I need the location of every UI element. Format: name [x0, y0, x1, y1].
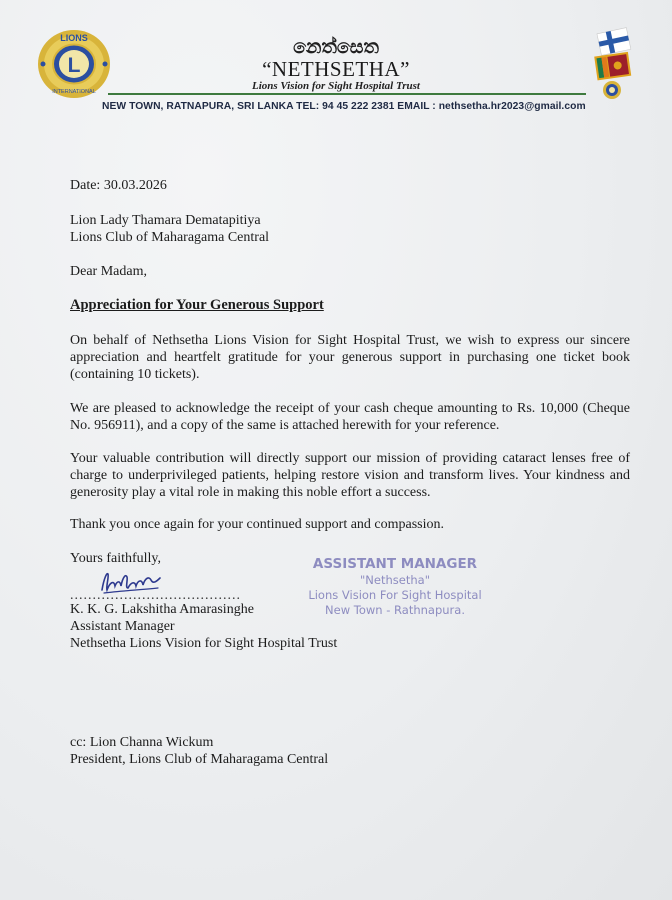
- paragraph-3: Your valuable contribution will directly support our mission of providing cataract lenses free of charge to underprivileged patients, helping restore vision and transform lives. Your kindness and generosity play a vital role in making this noble effort a success.: [70, 451, 630, 500]
- contact-address-line: NEW TOWN, RATNAPURA, SRI LANKA TEL: 94 45 222 2381 EMAIL : nethsetha.hr2023@gmail.com: [102, 101, 586, 112]
- header-rule: [108, 93, 586, 95]
- cc-line: cc: Lion Channa Wickum: [70, 735, 214, 750]
- stamp-location: New Town - Rathnapura.: [325, 603, 465, 617]
- paragraph-1: On behalf of Nethsetha Lions Vision for Sight Hospital Trust, we wish to express our sincere appreciation and heartfelt gratitude for your generous support in purchasing one ticket book (containing 10 tickets).: [70, 333, 630, 382]
- paragraph-4: Thank you once again for your continued support and compassion.: [70, 517, 445, 532]
- recipient-name: Lion Lady Thamara Dematapitiya: [70, 213, 261, 228]
- signer-org: Nethsetha Lions Vision for Sight Hospital Trust: [70, 636, 338, 651]
- recipient-club: Lions Club of Maharagama Central: [70, 230, 270, 245]
- logo-letter: L: [67, 54, 81, 77]
- org-name: “NETHSETHA”: [262, 57, 410, 81]
- stamp-org: "Nethsetha": [360, 573, 430, 587]
- cc-title: President, Lions Club of Maharagama Central: [70, 752, 329, 767]
- signer-name: K. K. G. Lakshitha Amarasinghe: [70, 602, 254, 617]
- logo-lions-text: LIONS: [60, 33, 88, 43]
- stamp-title: ASSISTANT MANAGER: [312, 556, 478, 572]
- signer-title: Assistant Manager: [70, 619, 175, 634]
- stamp-org-full: Lions Vision For Sight Hospital: [308, 588, 482, 602]
- letter-date: Date: 30.03.2026: [70, 178, 167, 193]
- letter-subject: Appreciation for Your Generous Support: [70, 297, 324, 313]
- paragraph-2: We are pleased to acknowledge the receipt of your cash cheque amounting to Rs. 10,000 (Cheque No. 956911), and a copy of the same is attached herewith for your reference.: [70, 401, 630, 433]
- logo-ring-text: INTERNATIONAL: [52, 89, 96, 95]
- signature-line: ......................................: [70, 588, 241, 603]
- org-subtitle: Lions Vision for Sight Hospital Trust: [251, 80, 420, 92]
- official-stamp: [300, 556, 490, 618]
- org-name-sinhala: නෙත්සෙත: [293, 36, 379, 58]
- closing: Yours faithfully,: [70, 551, 162, 566]
- salutation: Dear Madam,: [70, 264, 147, 279]
